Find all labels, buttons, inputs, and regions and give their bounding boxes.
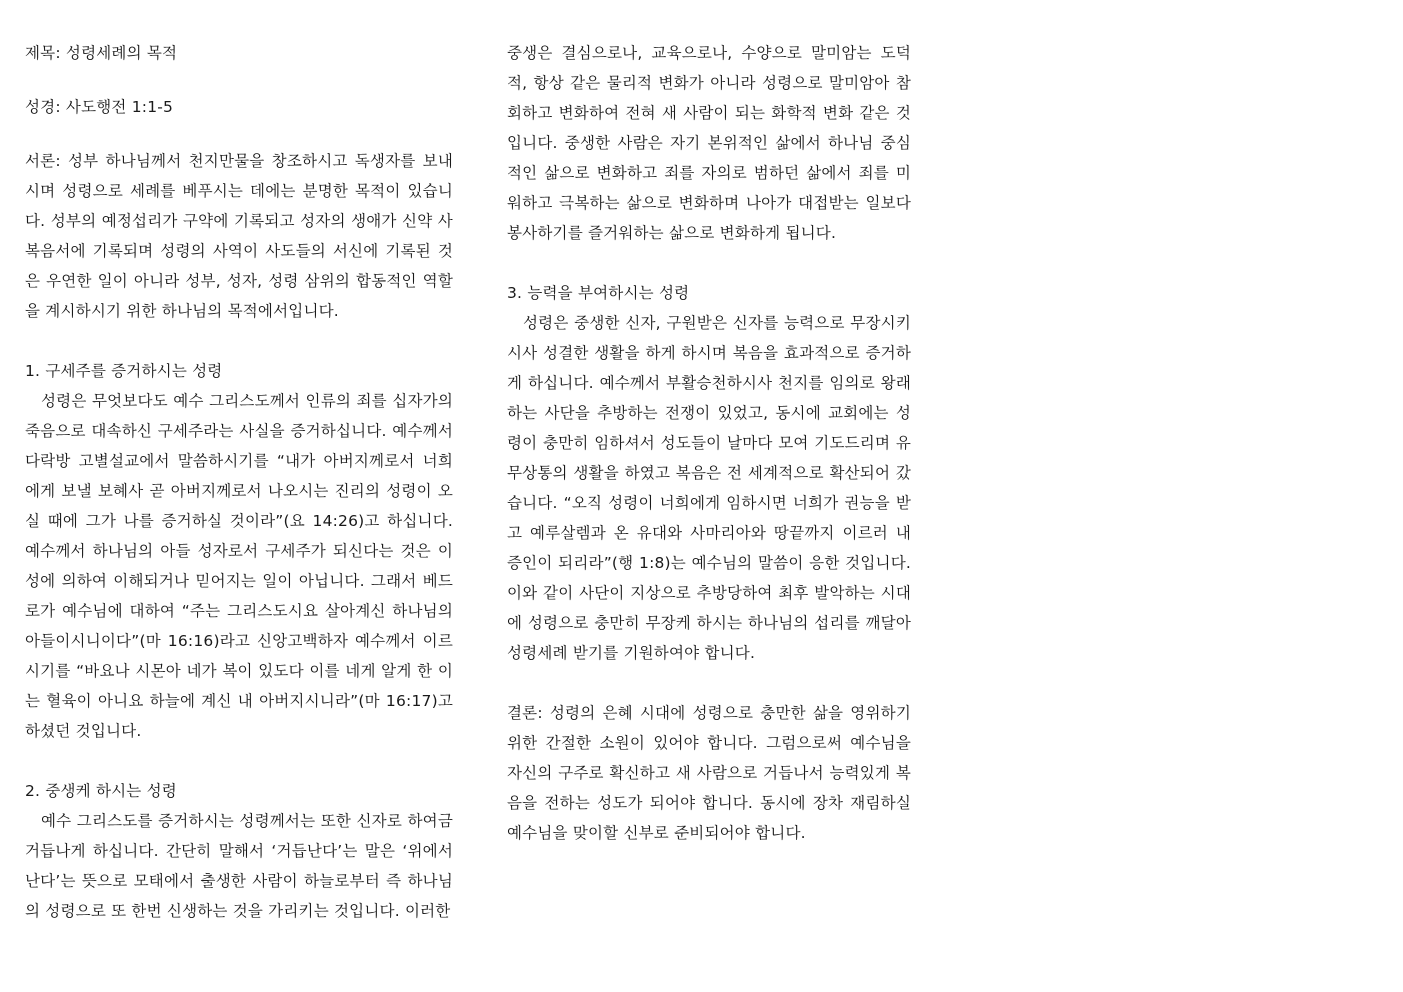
section-2-body-continued: 중생은 결심으로나, 교육으로나, 수양으로 말미암는 도덕적, 항상 같은 물리적 변화가 아니라 성령으로 말미암아 참회하고 변화하여 전혀 새 사람이 되는 화학적 변화 같은 것입니다. 중생한 사람은 자기 본위적인 삶에서 하나님 중심적인 삶으로 변화하고 죄를 자의로 범하던 삶에서 죄를 미워하고 극복하는 삶으로 변화하며 나아가 대접받는 일보다 봉사하기를 즐거워하는 삶으로 변화하게 됩니다.: [507, 44, 911, 242]
conclusion-paragraph: 결론: 성령의 은혜 시대에 성령으로 충만한 삶을 영위하기 위한 간절한 소원이 있어야 합니다. 그럼으로써 예수님을 자신의 구주로 확신하고 새 사람으로 거듭나서 능력있게 복음을 전하는 성도가 되어야 합니다. 동시에 장차 재림하실 예수님을 맞이할 신부로 준비되어야 합니다.: [507, 704, 911, 842]
sermon-title: 제목: 성령세례의 목적: [25, 44, 178, 62]
scripture-reference: 성경: 사도행전 1:1-5: [25, 98, 174, 116]
section-1-heading: 1. 구세주를 증거하시는 성령: [25, 362, 223, 380]
text-column-1: [25, 38, 453, 926]
text-column-2: [507, 38, 911, 848]
section-2-heading: 2. 중생케 하시는 성령: [25, 782, 177, 800]
introduction-paragraph: 서론: 성부 하나님께서 천지만물을 창조하시고 독생자를 보내시며 성령으로 세례를 베푸시는 데에는 분명한 목적이 있습니다. 성부의 예정섭리가 구약에 기록되고 성자의 생애가 신약 사복음서에 기록되며 성령의 사역이 사도들의 서신에 기록된 것은 우연한 일이 아니라 성부, 성자, 성령 삼위의 합동적인 역할을 계시하시기 위한 하나님의 목적에서입니다.: [25, 152, 453, 320]
section-1-body: 성령은 무엇보다도 예수 그리스도께서 인류의 죄를 십자가의 죽음으로 대속하신 구세주라는 사실을 증거하십니다. 예수께서 다락방 고별설교에서 말씀하시기를 “내가 아버지께로서 너희에게 보낼 보혜사 곧 아버지께로서 나오시는 진리의 성령이 오실 때에 그가 나를 증거하실 것이라”(요 14:26)고 하십니다. 예수께서 하나님의 아들 성자로서 구세주가 되신다는 것은 이성에 의하여 이해되거나 믿어지는 일이 아닙니다. 그래서 베드로가 예수님에 대하여 “주는 그리스도시요 살아계신 하나님의 아들이시니이다”(마 16:16)라고 신앙고백하자 예수께서 이르시기를 “바요나 시몬아 네가 복이 있도다 이를 네게 알게 한 이는 혈육이 아니요 하늘에 계신 내 아버지시니라”(마 16:17)고 하셨던 것입니다.: [25, 392, 453, 740]
section-3-body: 성령은 중생한 신자, 구원받은 신자를 능력으로 무장시키시사 성결한 생활을 하게 하시며 복음을 효과적으로 증거하게 하십니다. 예수께서 부활승천하시사 천지를 임의로 왕래하는 사단을 추방하는 전쟁이 있었고, 동시에 교회에는 성령이 충만히 임하셔서 성도들이 날마다 모여 기도드리며 유무상통의 생활을 하였고 복음은 전 세계적으로 확산되어 갔습니다. “오직 성령이 너희에게 임하시면 너희가 권능을 받고 예루살렘과 온 유대와 사마리아와 땅끝까지 이르러 내 증인이 되리라”(행 1:8)는 예수님의 말씀이 응한 것입니다. 이와 같이 사단이 지상으로 추방당하여 최후 발악하는 시대에 성령으로 충만히 무장케 하시는 하나님의 섭리를 깨달아 성령세례 받기를 기원하여야 합니다.: [507, 314, 911, 662]
section-2-body: 예수 그리스도를 증거하시는 성령께서는 또한 신자로 하여금 거듭나게 하십니다. 간단히 말해서 ‘거듭난다’는 말은 ‘위에서 난다’는 뜻으로 모태에서 출생한 사람이 하늘로부터 즉 하나님의 성령으로 또 한번 신생하는 것을 가리키는 것입니다. 이러한: [25, 812, 453, 920]
section-3-heading: 3. 능력을 부여하시는 성령: [507, 284, 690, 302]
